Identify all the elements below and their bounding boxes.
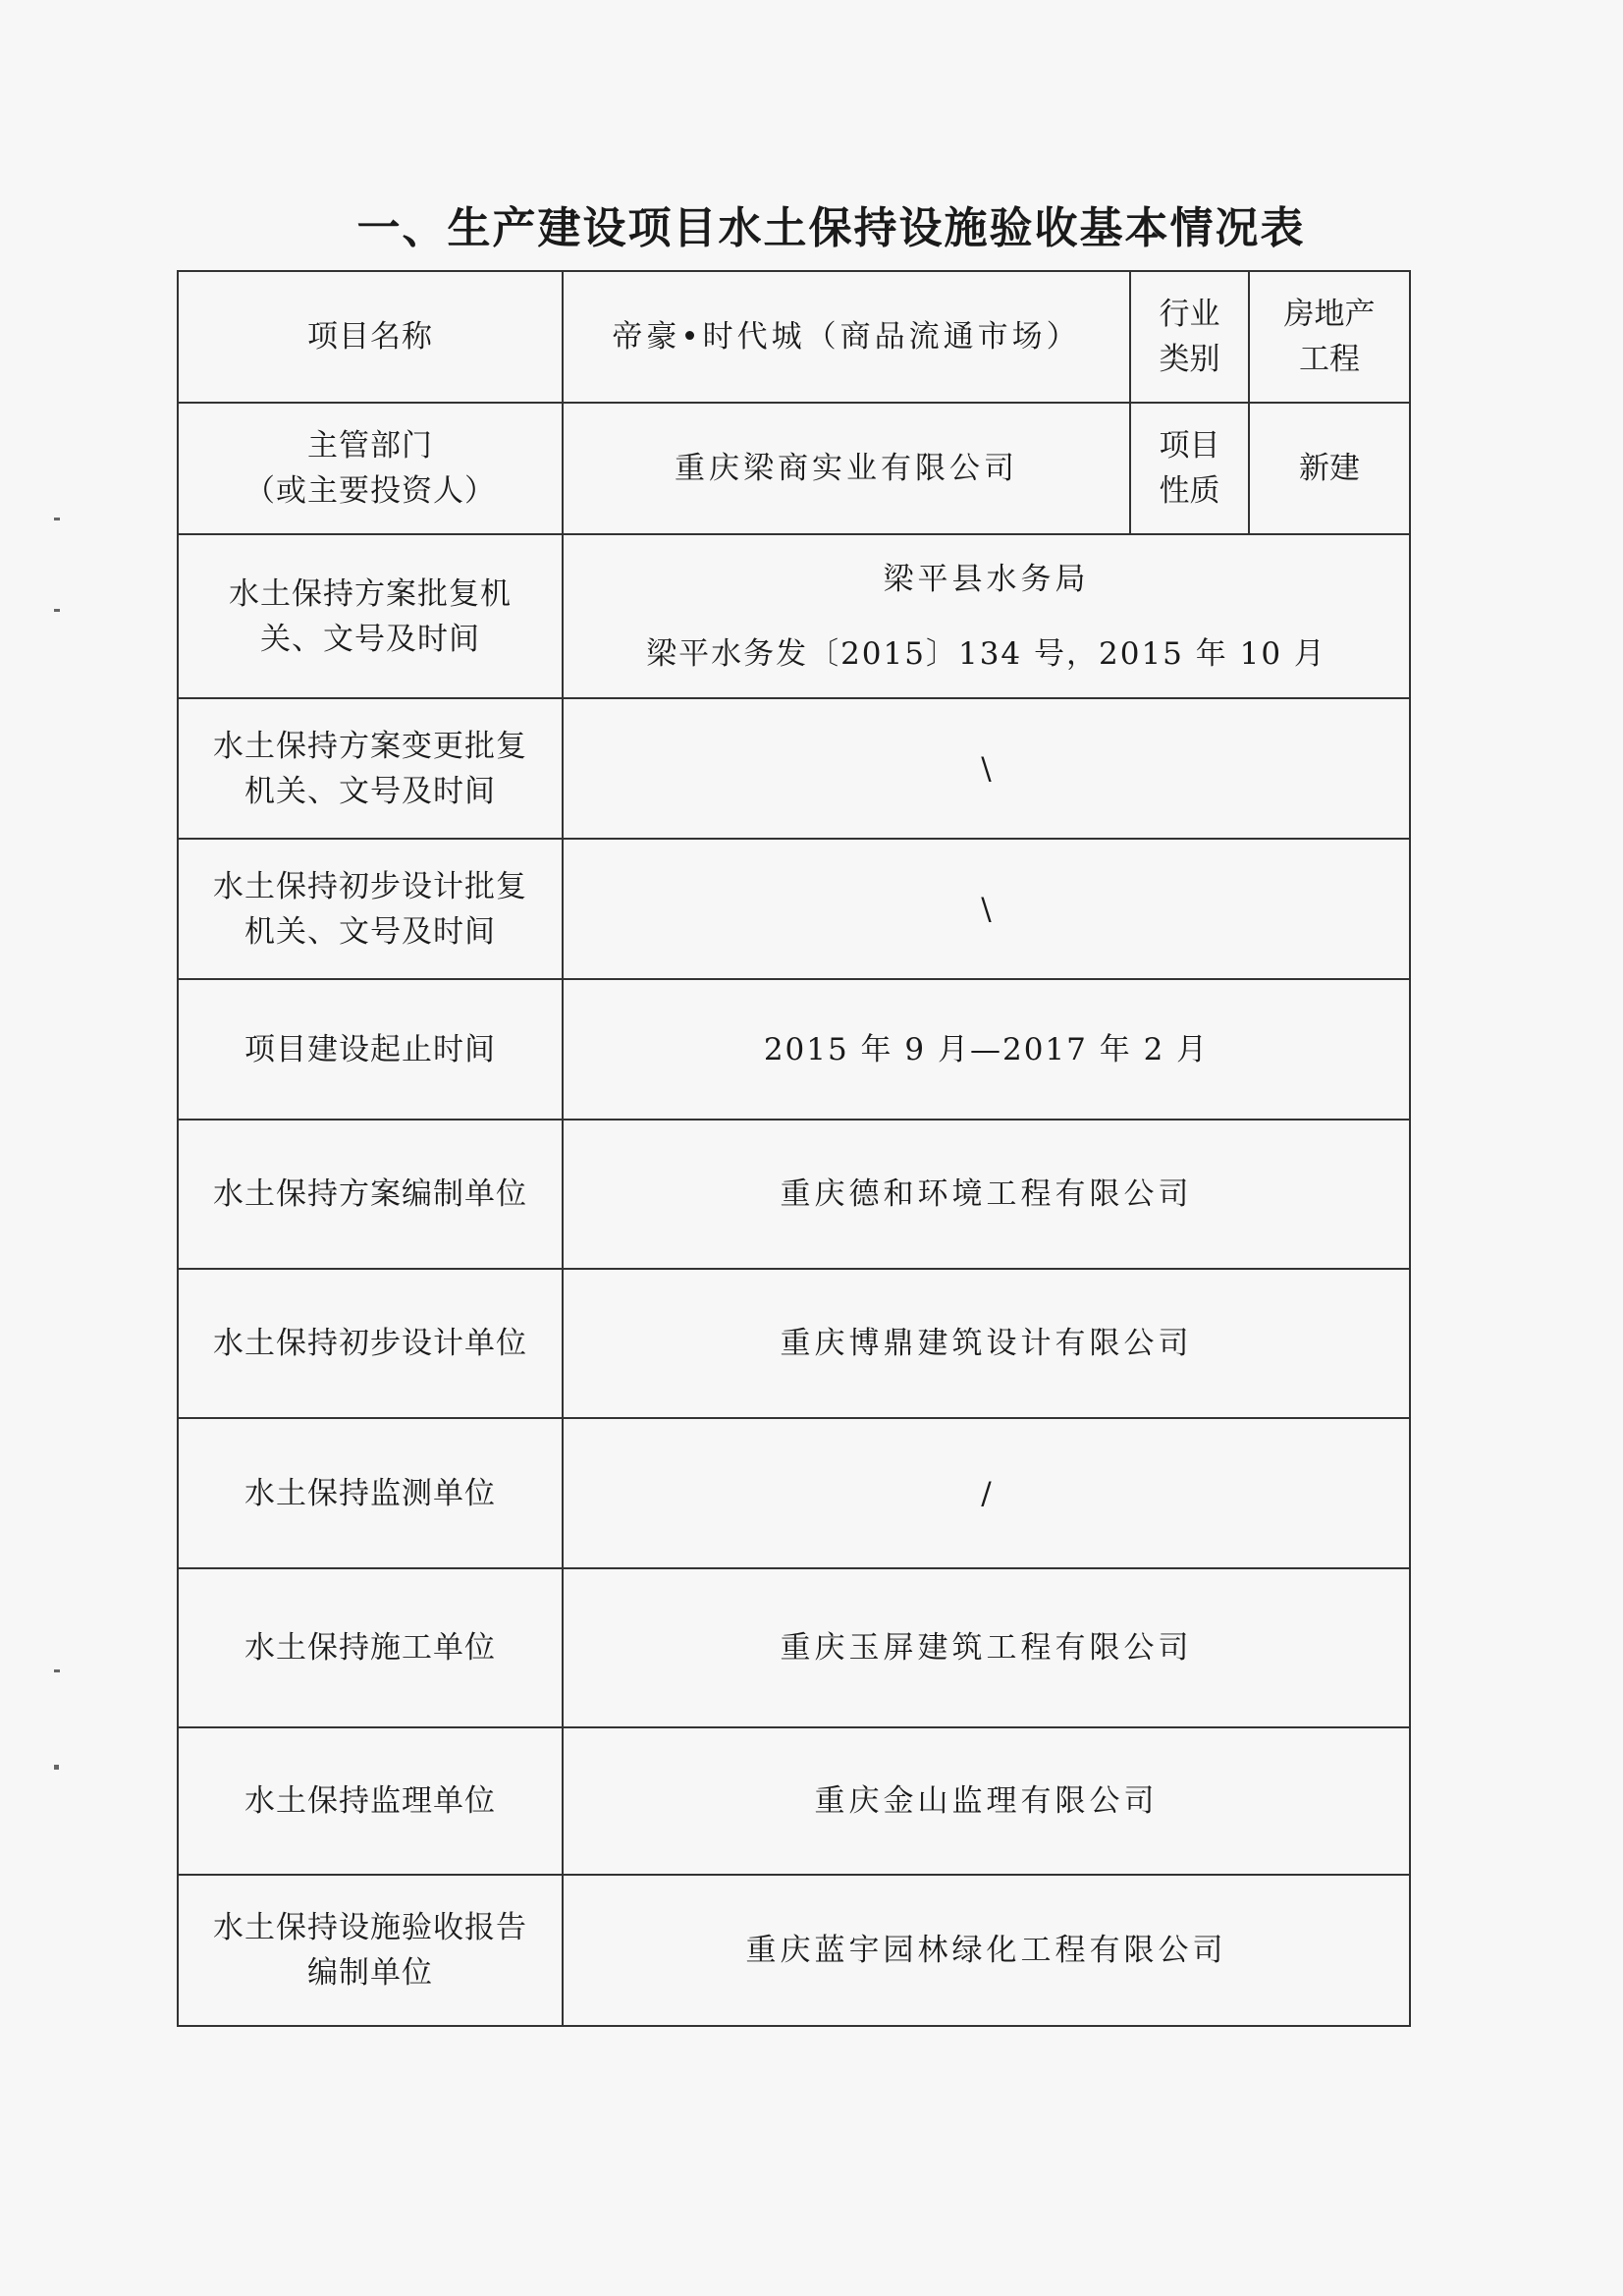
nature-value: 新建 [1249, 403, 1410, 534]
table-row [178, 1269, 1410, 1418]
approval-document: 梁平水务发〔2015〕134 号，2015 年 10 月 [646, 635, 1326, 672]
nature-label [1130, 403, 1249, 534]
report-label-line2: 编制单位 [307, 1955, 433, 1991]
construct-unit-label: 水土保持施工单位 [178, 1568, 563, 1727]
prelim-approval-label [178, 839, 563, 979]
approval-label-line2: 关、文号及时间 [260, 621, 480, 657]
industry-value [1249, 271, 1410, 403]
table-row [178, 839, 1410, 979]
table-row [178, 271, 1410, 403]
period-value: 2015 年 9 月—2017 年 2 月 [563, 979, 1410, 1120]
change-approval-label [178, 698, 563, 839]
table-row [178, 1727, 1410, 1875]
period-label: 项目建设起止时间 [178, 979, 563, 1120]
supervise-unit-value: 重庆金山监理有限公司 [563, 1727, 1410, 1875]
project-name-label: 项目名称 [178, 271, 563, 403]
table-row [178, 1120, 1410, 1269]
monitor-unit-label: 水土保持监测单位 [178, 1418, 563, 1568]
dept-label-line1: 主管部门 [307, 428, 433, 464]
table-row [178, 1568, 1410, 1727]
prelim-label-line2: 机关、文号及时间 [244, 913, 496, 950]
scan-mark [54, 1669, 60, 1672]
dept-value: 重庆梁商实业有限公司 [563, 403, 1130, 534]
scan-mark [54, 1765, 59, 1770]
nature-label-line2: 性质 [1159, 473, 1220, 509]
construct-unit-value: 重庆玉屏建筑工程有限公司 [563, 1568, 1410, 1727]
report-unit-value: 重庆蓝宇园林绿化工程有限公司 [563, 1875, 1410, 2026]
dept-label-line2: （或主要投资人） [244, 473, 496, 509]
supervise-unit-label: 水土保持监理单位 [178, 1727, 563, 1875]
change-label-line2: 机关、文号及时间 [244, 773, 496, 809]
nature-label-line1: 项目 [1159, 428, 1220, 464]
industry-label [1130, 271, 1249, 403]
approval-value [563, 534, 1410, 698]
approval-label [178, 534, 563, 698]
project-name-value: 帝豪•时代城（商品流通市场） [563, 271, 1130, 403]
table-row [178, 698, 1410, 839]
report-unit-label [178, 1875, 563, 2026]
approval-authority: 梁平县水务局 [883, 561, 1090, 597]
scan-mark [54, 518, 60, 520]
table-row [178, 1418, 1410, 1568]
table-row [178, 1875, 1410, 2026]
table-row [178, 403, 1410, 534]
page-title: 一、生产建设项目水土保持设施验收基本情况表 [356, 203, 1306, 253]
info-table [177, 270, 1411, 2027]
prelim-approval-value: \ [563, 839, 1410, 979]
dept-label [178, 403, 563, 534]
scan-mark [54, 609, 60, 612]
plan-unit-value: 重庆德和环境工程有限公司 [563, 1120, 1410, 1269]
change-approval-value: \ [563, 698, 1410, 839]
monitor-unit-value: / [563, 1418, 1410, 1568]
design-unit-label: 水土保持初步设计单位 [178, 1269, 563, 1418]
industry-value-line1: 房地产 [1283, 297, 1376, 332]
approval-label-line1: 水土保持方案批复机 [229, 575, 512, 612]
design-unit-value: 重庆博鼎建筑设计有限公司 [563, 1269, 1410, 1418]
plan-unit-label: 水土保持方案编制单位 [178, 1120, 563, 1269]
prelim-label-line1: 水土保持初步设计批复 [213, 868, 527, 904]
report-label-line1: 水土保持设施验收报告 [213, 1910, 527, 1945]
industry-value-line2: 工程 [1299, 342, 1360, 377]
change-label-line1: 水土保持方案变更批复 [213, 728, 527, 764]
industry-label-line1: 行业 [1159, 297, 1220, 332]
table-row [178, 534, 1410, 698]
industry-label-line2: 类别 [1159, 342, 1220, 377]
table-row [178, 979, 1410, 1120]
